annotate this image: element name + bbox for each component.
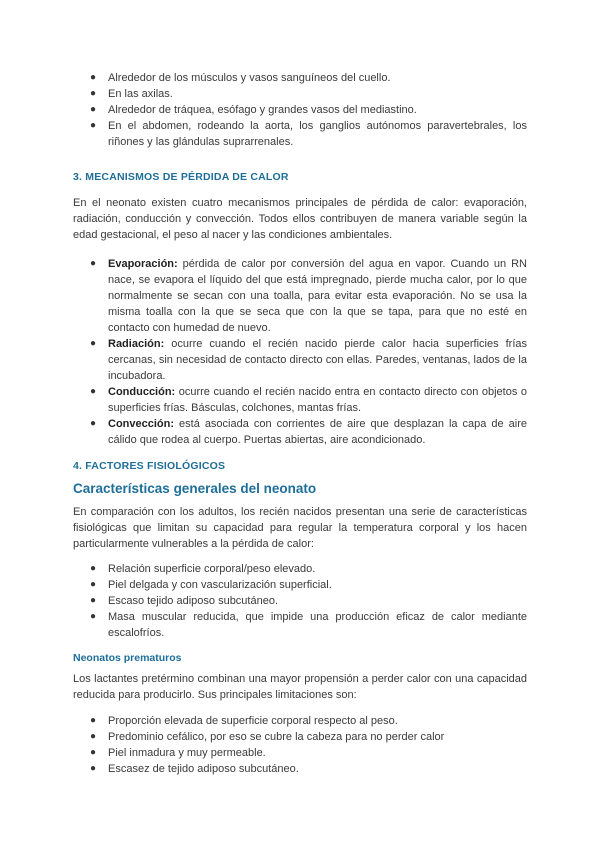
bullet-icon: ●: [90, 88, 97, 99]
bullet-icon: ●: [90, 747, 97, 758]
list-item: ● Radiación: ocurre cuando el recién nacido pierde calor hacia superficies frías cercanas, sin necesidad de contacto directo con ellas. Paredes, ventanas, lados de la incubadora.: [90, 338, 527, 382]
term: Conducción:: [108, 386, 176, 398]
paragraph: En comparación con los adultos, los recién nacidos presentan una serie de características fisiológicas que limitan su capacidad para regular la temperatura corporal y los hacen particularmente vulnerables a la pérdida de calor:: [73, 506, 527, 550]
list-item: ● Escaso tejido adiposo subcutáneo.: [90, 595, 279, 607]
list-item: ● Convección: está asociada con corrientes de aire que desplazan la capa de aire cálido que rodea al cuerpo. Puertas abiertas, aire acondicionado.: [90, 418, 527, 446]
section-heading: 4. FACTORES FISIOLÓGICOS: [73, 460, 226, 472]
bullet-icon: ●: [90, 386, 97, 397]
bullet-icon: ●: [90, 579, 97, 590]
bullet-icon: ●: [90, 120, 97, 131]
bullet-icon: ●: [90, 72, 97, 83]
term: Evaporación:: [108, 258, 178, 270]
list-heat-loss-mechanisms: [73, 256, 527, 448]
paragraph: Los lactantes pretérmino combinan una mayor propensión a perder calor con una capacidad reducida para producirlo. Sus principales limitaciones son:: [73, 673, 527, 701]
bullet-icon: ●: [90, 418, 97, 429]
list-item: ● Masa muscular reducida, que impide una producción eficaz de calor mediante escalofríos.: [90, 611, 527, 639]
list-item: ● Piel inmadura y muy permeable.: [90, 747, 266, 759]
bullet-icon: ●: [90, 763, 97, 774]
bullet-icon: ●: [90, 611, 97, 622]
subsection-heading: Neonatos prematuros: [73, 652, 182, 664]
bullet-icon: ●: [90, 104, 97, 115]
list-item: ● En el abdomen, rodeando la aorta, los ganglios autónomos paravertebrales, los riñones y las glándulas suprarrenales.: [90, 120, 527, 148]
list-item: ● Alrededor de tráquea, esófago y grandes vasos del mediastino.: [90, 104, 417, 116]
bullet-icon: ●: [90, 338, 97, 349]
list-fat-locations: [73, 70, 527, 150]
term: Convección:: [108, 418, 175, 430]
list-item: ● Predominio cefálico, por eso se cubre la cabeza para no perder calor: [90, 731, 445, 743]
list-item: ● Piel delgada y con vascularización superficial.: [90, 579, 332, 591]
page-content: [73, 70, 527, 777]
list-item: ● Relación superficie corporal/peso elevado.: [90, 563, 316, 575]
list-item: ● En las axilas.: [90, 88, 173, 100]
section-heading: 3. MECANISMOS DE PÉRDIDA DE CALOR: [73, 171, 289, 183]
list-item: ● Conducción: ocurre cuando el recién nacido entra en contacto directo con objetos o superficies frías. Básculas, colchones, mantas frías.: [90, 386, 527, 414]
list-item: ● Escasez de tejido adiposo subcutáneo.: [90, 763, 299, 775]
subsection-heading: Características generales del neonato: [73, 481, 317, 496]
bullet-icon: ●: [90, 595, 97, 606]
list-item: ● Evaporación: pérdida de calor por conversión del agua en vapor. Cuando un RN nace, se evapora el líquido del que está impregnado, pierde mucha calor, por lo que normalmente se secan con una toalla, para evitar esta evaporación. No se usa la misma toalla con la que se seca que con la que se tapa, para que no esté en contacto con humedad de nuevo.: [90, 258, 527, 334]
bullet-icon: ●: [90, 563, 97, 574]
list-item: ● Alrededor de los músculos y vasos sanguíneos del cuello.: [90, 72, 391, 84]
list-item: ● Proporción elevada de superficie corporal respecto al peso.: [90, 715, 398, 727]
bullet-icon: ●: [90, 715, 97, 726]
list-premature-limitations: [73, 713, 527, 777]
bullet-icon: ●: [90, 258, 97, 269]
paragraph: En el neonato existen cuatro mecanismos principales de pérdida de calor: evaporación, radiación, conducción y convección. Todos ellos contribuyen de manera variable según la edad gestacional, el peso al nacer y las condiciones ambientales.: [73, 197, 527, 241]
bullet-icon: ●: [90, 731, 97, 742]
term: Radiación:: [108, 338, 165, 350]
list-neonate-characteristics: [73, 561, 527, 641]
